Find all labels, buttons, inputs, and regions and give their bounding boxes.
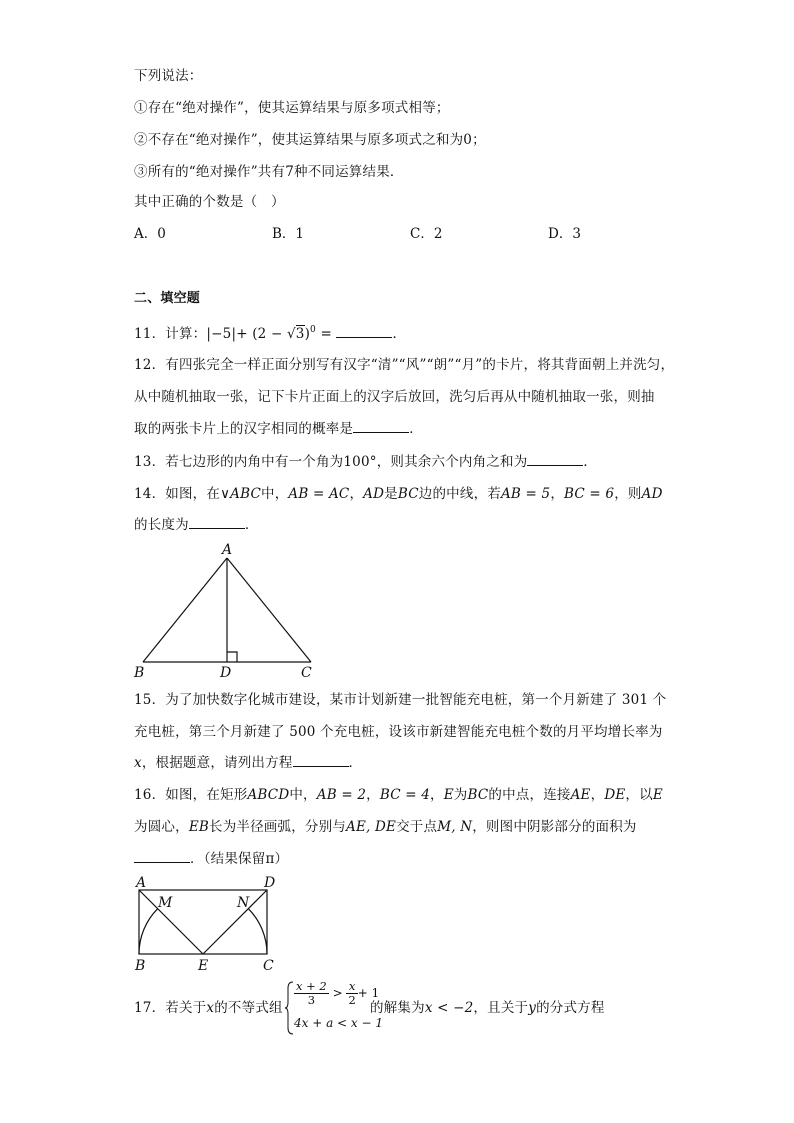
q14-line-1 bbox=[134, 484, 663, 504]
q17-inequality-2: 4x + a < x − 1 bbox=[294, 1016, 384, 1030]
q10-statement-1: ①存在“绝对操作”，使其运算结果与原多项式相等； bbox=[134, 100, 450, 116]
q14-comma-1: ， bbox=[349, 486, 364, 502]
q11-close: ) bbox=[304, 326, 311, 342]
q12-line-2: 从中随机抽取一张，记下卡片正面上的汉字后放回，洗匀后再从中随机抽取一张，则抽 bbox=[134, 389, 655, 405]
q14-bc: BC bbox=[397, 486, 419, 502]
q11-abs: −5 bbox=[211, 326, 232, 342]
q16-ae: AE bbox=[570, 787, 591, 803]
q16-line-1 bbox=[134, 785, 663, 805]
q16-text-i: ，则图中阴影部分的面积为 bbox=[472, 819, 637, 835]
q14-side-ac bbox=[227, 558, 311, 662]
q14-line-2 bbox=[134, 515, 259, 535]
q12-line-3-text: 取的两张卡片上的汉字相同的概率是 bbox=[134, 421, 354, 437]
q16-arc-left bbox=[139, 909, 158, 954]
q16-segment-de bbox=[203, 890, 267, 954]
q14-text-b: 中， bbox=[261, 486, 289, 502]
q15-x: x bbox=[134, 755, 142, 771]
q16-label-a: A bbox=[136, 875, 147, 891]
q11-end: ． bbox=[392, 326, 407, 342]
q11-eq: = bbox=[315, 326, 337, 342]
q13 bbox=[134, 452, 597, 472]
q16-comma-3: ， bbox=[590, 787, 605, 803]
q16-e-2: E bbox=[652, 787, 663, 803]
q16-comma-1: ， bbox=[366, 787, 380, 803]
q14-label-b: B bbox=[134, 665, 145, 681]
q15-line-3-text: ，根据题意，请列出方程 bbox=[141, 755, 293, 771]
q15-answer-blank[interactable] bbox=[293, 753, 349, 767]
q16-line-3-text: ．（结果保留π） bbox=[190, 851, 289, 867]
q16-e: E bbox=[443, 787, 454, 803]
q12-answer-blank[interactable] bbox=[353, 419, 409, 433]
q17-end: 的分式方程 bbox=[536, 1000, 605, 1016]
q14-text-a: 14．如图，在 bbox=[134, 486, 221, 502]
q13-text: 13．若七边形的内角中有一个角为100°，则其余六个内角之和为 bbox=[134, 454, 528, 470]
q16-label-b: B bbox=[135, 958, 146, 974]
q10-ask: 其中正确的个数是（ ） bbox=[134, 194, 285, 210]
q16-bc: BC bbox=[467, 787, 489, 803]
q16-label-c: C bbox=[263, 958, 274, 974]
q16-arc-right bbox=[248, 909, 267, 954]
q15-line-3 bbox=[134, 753, 362, 773]
q16-text-c: 为 bbox=[453, 787, 468, 803]
q15-end: ． bbox=[348, 755, 363, 771]
q11-prefix: 11．计算： bbox=[134, 326, 207, 342]
q16-eb: EB bbox=[188, 819, 209, 835]
q11-mid: + (2 − bbox=[236, 326, 287, 342]
q16-line-3 bbox=[134, 849, 288, 869]
q14-line-2-text: 的长度为 bbox=[134, 517, 189, 533]
q17-tail-1: + 1 bbox=[357, 986, 380, 1000]
q10-option-a: A．0 bbox=[134, 226, 166, 242]
q17-frac-2 bbox=[346, 980, 357, 1007]
q14-comma-2: ， bbox=[550, 486, 565, 502]
q16-answer-blank[interactable] bbox=[134, 849, 190, 863]
q16-label-d: D bbox=[264, 875, 276, 891]
q17-y: y bbox=[528, 1000, 537, 1016]
q14-label-c: C bbox=[301, 665, 312, 681]
q14-ad: AD bbox=[363, 486, 385, 502]
q14-eq2: AB = 5 bbox=[500, 486, 551, 502]
q14-end: ． bbox=[244, 517, 259, 533]
q16-text-e: ，以 bbox=[625, 787, 653, 803]
q16-text-b: 中， bbox=[289, 787, 317, 803]
q16-eq2: BC = 4 bbox=[379, 787, 431, 803]
q17-frac-1-num: x + 2 bbox=[296, 979, 327, 993]
q12-line-1: 12．有四张完全一样正面分别写有汉字“清”“风”“朗”“月”的卡片，将其背面朝上并洗匀， bbox=[134, 357, 675, 373]
q14-ad-2: AD bbox=[641, 486, 663, 502]
q11-answer-blank[interactable] bbox=[336, 324, 392, 338]
q14-label-d: D bbox=[220, 665, 232, 681]
q14-eq1: AB = AC bbox=[288, 486, 350, 502]
q16-ae-de: AE, DE bbox=[346, 819, 397, 835]
q17-frac-2-num: x bbox=[346, 980, 357, 994]
q10-intro: 下列说法： bbox=[134, 68, 203, 84]
q13-end: ． bbox=[583, 454, 598, 470]
q17-prefix-line bbox=[134, 998, 283, 1018]
q12-end: ． bbox=[409, 421, 423, 437]
q16-segment-ae bbox=[139, 890, 203, 954]
q17-after: 的解集为 bbox=[370, 1000, 425, 1016]
q11-exp: 0 bbox=[310, 325, 316, 335]
q16-comma-2: ， bbox=[430, 787, 444, 803]
q14-right-angle-mark bbox=[227, 652, 237, 662]
q17-frac-1 bbox=[294, 980, 329, 1007]
q16-label-n: N bbox=[237, 895, 250, 911]
q17-frac-2-den: 2 bbox=[348, 993, 356, 1007]
q14-triangle: ∨ABC bbox=[220, 486, 262, 502]
q16-text-g: 长为半径画弧，分别与 bbox=[209, 819, 346, 835]
q16-eq1: AB = 2 bbox=[316, 787, 367, 803]
q10-option-d: D．3 bbox=[548, 226, 581, 242]
q11-sqrt: 3 bbox=[295, 326, 305, 342]
q14-text-c: 是 bbox=[384, 486, 398, 502]
q10-option-b: B．1 bbox=[272, 226, 305, 242]
q16-label-m: M bbox=[158, 895, 173, 911]
q17-x: x bbox=[206, 1000, 215, 1016]
q17-inequality-1 bbox=[294, 980, 379, 1007]
q16-line-2 bbox=[134, 817, 637, 837]
q16-rectangle bbox=[139, 890, 267, 954]
q17-mid: 的不等式组 bbox=[214, 1000, 283, 1016]
q10-statement-2: ②不存在“绝对操作”，使其运算结果与原多项式之和为0； bbox=[134, 132, 486, 148]
q14-text-e: ，则 bbox=[614, 486, 642, 502]
q10-statement-3: ③所有的“绝对操作”共有7种不同运算结果． bbox=[134, 164, 404, 180]
q15-line-2: 充电桩，第三个月新建了 500 个充电桩，设该市新建智能充电桩个数的月平均增长率为 bbox=[134, 724, 663, 740]
q16-de: DE bbox=[604, 787, 626, 803]
q16-text-h: 交于点 bbox=[396, 819, 438, 835]
q11: 11．计算：$|-5|+ (2 - √3)^0$ = ． bbox=[134, 325, 407, 342]
q14-side-ab bbox=[143, 558, 227, 662]
q16-abcd: ABCD bbox=[247, 787, 290, 803]
q17-tail: ，且关于 bbox=[473, 1000, 529, 1016]
q17-frac-1-den: 3 bbox=[307, 993, 316, 1007]
q17-prefix: 17．若关于 bbox=[134, 1000, 207, 1016]
q17-gt: > bbox=[332, 986, 343, 1000]
q10-option-c: C．2 bbox=[410, 226, 443, 242]
section-heading: 二、填空题 bbox=[134, 291, 201, 306]
q16-text-f: 为圆心， bbox=[134, 819, 189, 835]
q16-text-a: 16．如图，在矩形 bbox=[134, 787, 248, 803]
q16-mn: M, N bbox=[437, 819, 473, 835]
q14-text-d: 边的中线，若 bbox=[418, 486, 501, 502]
q14-label-a: A bbox=[222, 542, 233, 558]
q16-label-e: E bbox=[198, 958, 209, 974]
q13-answer-blank[interactable] bbox=[527, 452, 583, 466]
q14-eq3: BC = 6 bbox=[564, 486, 615, 502]
q14-answer-blank[interactable] bbox=[189, 515, 245, 529]
q17-suffix-line bbox=[370, 998, 605, 1018]
q16-text-d: 的中点，连接 bbox=[488, 787, 571, 803]
q17-solution: x < −2 bbox=[424, 1000, 474, 1016]
q12-line-3 bbox=[134, 419, 423, 439]
q15-line-1: 15．为了加快数字化城市建设，某市计划新建一批智能充电桩，第一个月新建了 301 个 bbox=[134, 692, 667, 708]
